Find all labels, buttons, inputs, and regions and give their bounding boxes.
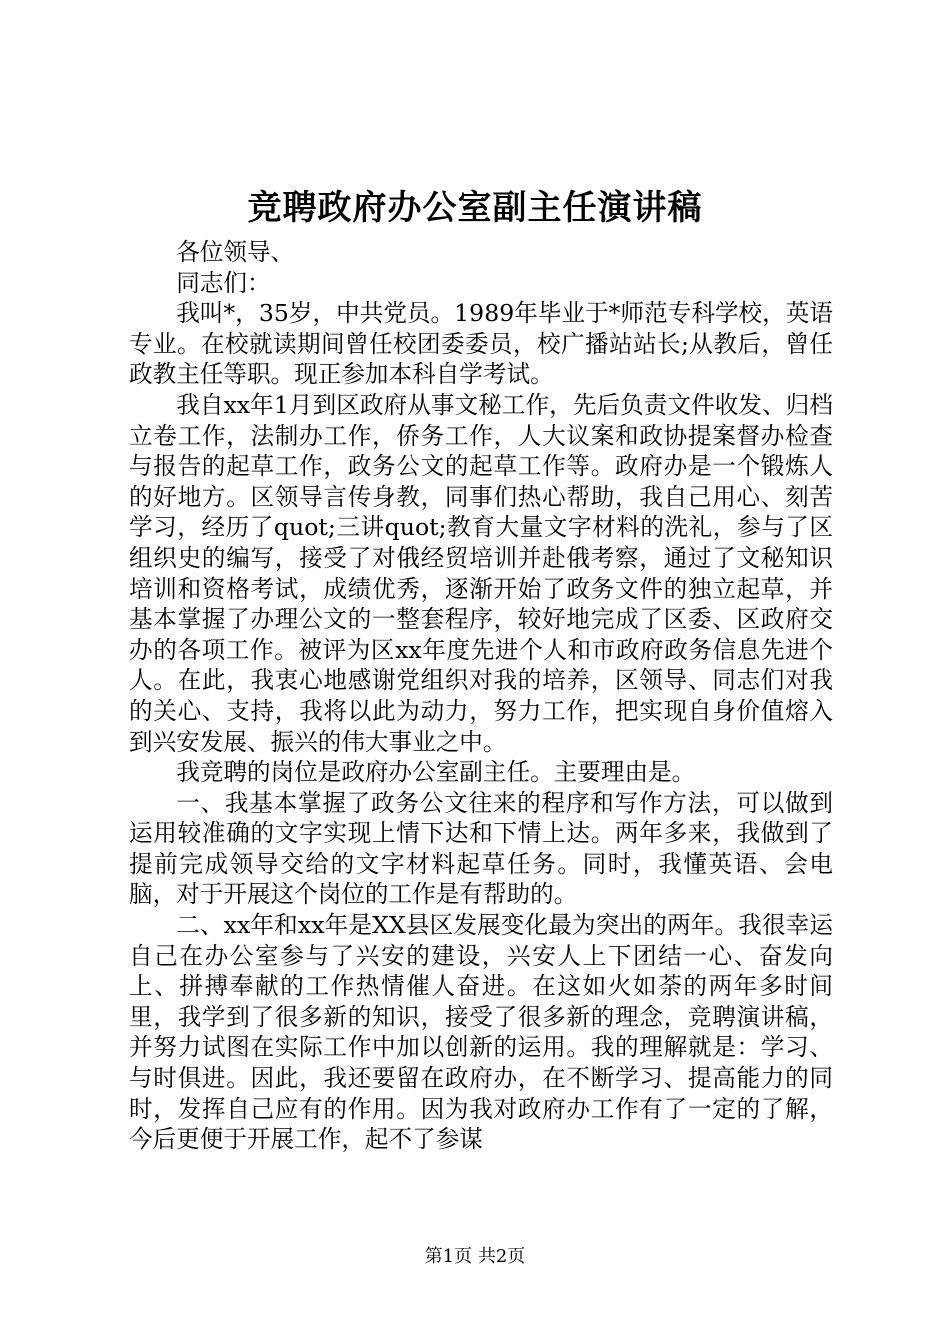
paragraph-reason-two: 二、xx年和xx年是XX县区发展变化最为突出的两年。我很幸运自己在办公室参与了兴安的建设，兴安人上下团结一心、奋发向上、拼搏奉献的工作热情催人奋进。在这如火如荼的两年多时间里，我学到了很多新的知识，接受了很多新的理念，竞聘演讲稿，并努力试图在实际工作中加以创新的运用。我的理解就是：学习、与时俱进。因此，我还要留在政府办，在不断学习、提高能力的同时，发挥自己应有的作用。因为我对政府办工作有了一定的了解，今后更便于开展工作，起不了参谋 [129,911,833,1154]
page-footer: 第1页 共2页 [424,1246,526,1267]
document-title: 竞聘政府办公室副主任演讲稿 [247,188,703,228]
paragraph-reason-one: 一、我基本掌握了政务公文往来的程序和写作方法，可以做到运用较准确的文字实现上情下达和下情上达。两年多来，我做到了提前完成领导交给的文字材料起草任务。同时，我懂英语、会电脑，对于开展这个岗位的工作是有帮助的。 [129,788,833,909]
document-body [129,237,833,1155]
paragraph-work-experience: 我自xx年1月到区政府从事文秘工作，先后负责文件收发、归档立卷工作，法制办工作，侨务工作，人大议案和政协提案督办检查与报告的起草工作，政务公文的起草工作等。政府办是一个锻炼人的好地方。区领导言传身教，同事们热心帮助，我自己用心、刻苦学习，经历了quot;三讲quot;教育大量文字材料的洗礼，参与了区组织史的编写，接受了对俄经贸培训并赴俄考察，通过了文秘知识培训和资格考试，成绩优秀，逐渐开始了政务文件的独立起草，并基本掌握了办理公文的一整套程序，较好地完成了区委、区政府交办的各项工作。被评为区xx年度先进个人和市政府政务信息先进个人。在此，我衷心地感谢党组织对我的培养，区领导、同志们对我的关心、支持，我将以此为动力，努力工作，把实现自身价值熔入到兴安发展、振兴的伟大事业之中。 [129,390,833,756]
salutation-line-2: 同志们： [176,268,271,297]
salutation-line-1: 各位领导、 [176,238,295,266]
paragraph-introduction: 我叫*，35岁，中共党员。1989年毕业于*师范专科学校，英语专业。在校就读期间曾任校团委委员，校广播站站长;从教后，曾任政教主任等职。现正参加本科自学考试。 [129,299,833,389]
paragraph-position: 我竞聘的岗位是政府办公室副主任。主要理由是。 [176,758,696,787]
